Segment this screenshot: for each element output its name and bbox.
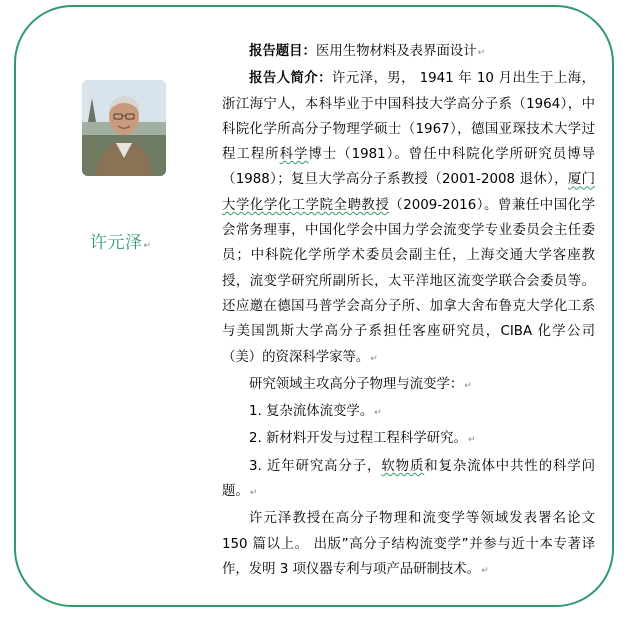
paragraph-mark: ↵: [249, 488, 258, 499]
speaker-bio-underlined-1: 科学: [279, 147, 309, 163]
speaker-bio: [222, 66, 595, 372]
report-content: [222, 39, 595, 584]
paragraph-mark: ↵: [467, 435, 476, 446]
paragraph-mark: ↵: [464, 380, 472, 391]
paragraph-mark: ↵: [374, 408, 382, 419]
speaker-bio-underlined-2: 厦门大学化学化工学院全聘教授: [222, 172, 596, 213]
speaker-bio-text-1: 许元泽，男， 1941 年 10 月出生于上海，浙江海宁人，本科毕业于中国科技大学高分子系（1964），中科院化学所高分子物理学硕士（1967），德国亚琛技术大学过程工程所: [222, 71, 595, 163]
speaker-bio-text-2: 博士（1981）。曾任中科院化学所研究员博导（1988）；复旦大学高分子系教授（2001-2008 退休），: [222, 147, 596, 188]
report-title: [222, 39, 595, 66]
report-title-label: 报告题目：: [249, 44, 316, 59]
research-item-3-underlined: 软物质: [381, 458, 425, 474]
speaker-photo: [82, 80, 166, 176]
speaker-bio-label: 报告人简介：: [249, 71, 332, 87]
research-item-1: [222, 399, 595, 426]
paragraph-mark: ↵: [143, 241, 152, 251]
research-item-3-text-1: 3. 近年研究高分子，: [249, 458, 382, 474]
research-intro: [222, 372, 595, 399]
report-title-value: 医用生物材料及表界面设计: [315, 44, 477, 59]
speaker-name: [90, 228, 152, 253]
speaker-bio-text-3: （2009-2016）。曾兼任中国化学会常务理事，中国化学会中国力学会流变学专业委员会主任委员；中科院化学所学术委员会副主任，上海交通大学客座教授，流变学研究所副所长，太平洋地区流变学联合会委员等。还应邀在德国马普学会高分子所、加拿大舍布鲁克大学化工系与美国凯斯大学高分子系担任客座研究员，CIBA 化学公司（美）的资深科学家等。: [222, 197, 595, 365]
summary-paragraph: [222, 506, 595, 584]
research-item-2-text: 2. 新材料开发与过程工程科学研究。: [249, 431, 467, 447]
research-item-3: [222, 454, 595, 507]
summary-text: 许元泽教授在高分子物理和流变学等领域发表署名论文 150 篇以上。 出版”高分子结构流变学”并参与近十本专著译作，发明 3 项仪器专利与项产品研制技术。: [222, 511, 595, 577]
paragraph-mark: ↵: [370, 353, 378, 364]
research-item-1-text: 1. 复杂流体流变学。: [249, 404, 374, 420]
paragraph-mark: ↵: [477, 48, 486, 58]
research-item-2: [222, 426, 595, 453]
research-intro-text: 研究领域主攻高分子物理与流变学：: [249, 376, 464, 392]
portrait-image: [82, 80, 166, 176]
speaker-name-text: 许元泽: [90, 233, 143, 253]
paragraph-mark: ↵: [481, 565, 489, 576]
research-item-3-text-2: 和复杂流体中共性的科学问题。: [222, 458, 596, 500]
